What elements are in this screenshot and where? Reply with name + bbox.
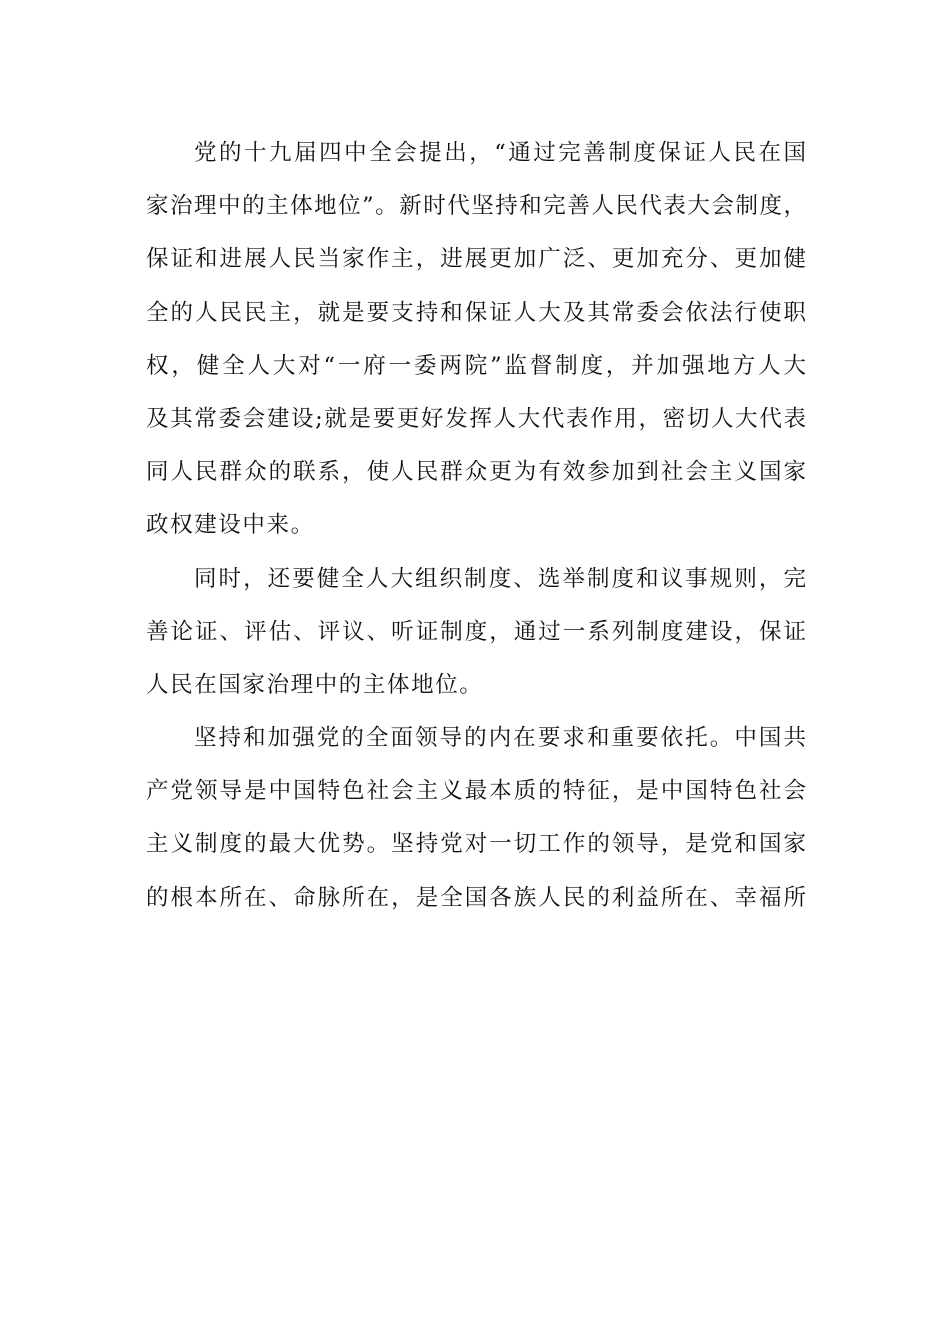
text-line: 坚持和加强党的全面领导的内在要求和重要依托。中国共 (194, 725, 806, 752)
paragraph-3 (146, 712, 806, 925)
text-line: 保证和进展人民当家作主，进展更加广泛、更加充分、更加健 (146, 246, 806, 273)
paragraph-1 (146, 127, 806, 553)
text-line: 产党领导是中国特色社会主义最本质的特征，是中国特色社会 (146, 778, 806, 805)
text-line: 人民在国家治理中的主体地位。 (146, 671, 484, 698)
text-line: 同人民群众的联系，使人民群众更为有效参加到社会主义国家 (146, 459, 806, 486)
text-line: 政权建设中来。 (146, 512, 315, 539)
body-text (146, 127, 806, 925)
text-line: 主义制度的最大优势。坚持党对一切工作的领导，是党和国家 (146, 831, 806, 858)
text-line: 善论证、评估、评议、听证制度，通过一系列制度建设，保证 (146, 618, 806, 645)
text-line: 的根本所在、命脉所在，是全国各族人民的利益所在、幸福所 (146, 884, 806, 911)
paragraph-2 (146, 553, 806, 713)
text-line: 同时，还要健全人大组织制度、选举制度和议事规则，完 (194, 565, 806, 592)
text-line: 全的人民民主，就是要支持和保证人大及其常委会依法行使职 (146, 299, 806, 326)
text-line: 党的十九届四中全会提出，“通过完善制度保证人民在国 (194, 140, 806, 166)
text-line: 及其常委会建设;就是要更好发挥人大代表作用，密切人大代表 (146, 405, 806, 432)
text-line: 权，健全人大对“一府一委两院”监督制度，并加强地方人大 (146, 352, 806, 379)
text-line: 家治理中的主体地位”。新时代坚持和完善人民代表大会制度， (146, 193, 806, 220)
